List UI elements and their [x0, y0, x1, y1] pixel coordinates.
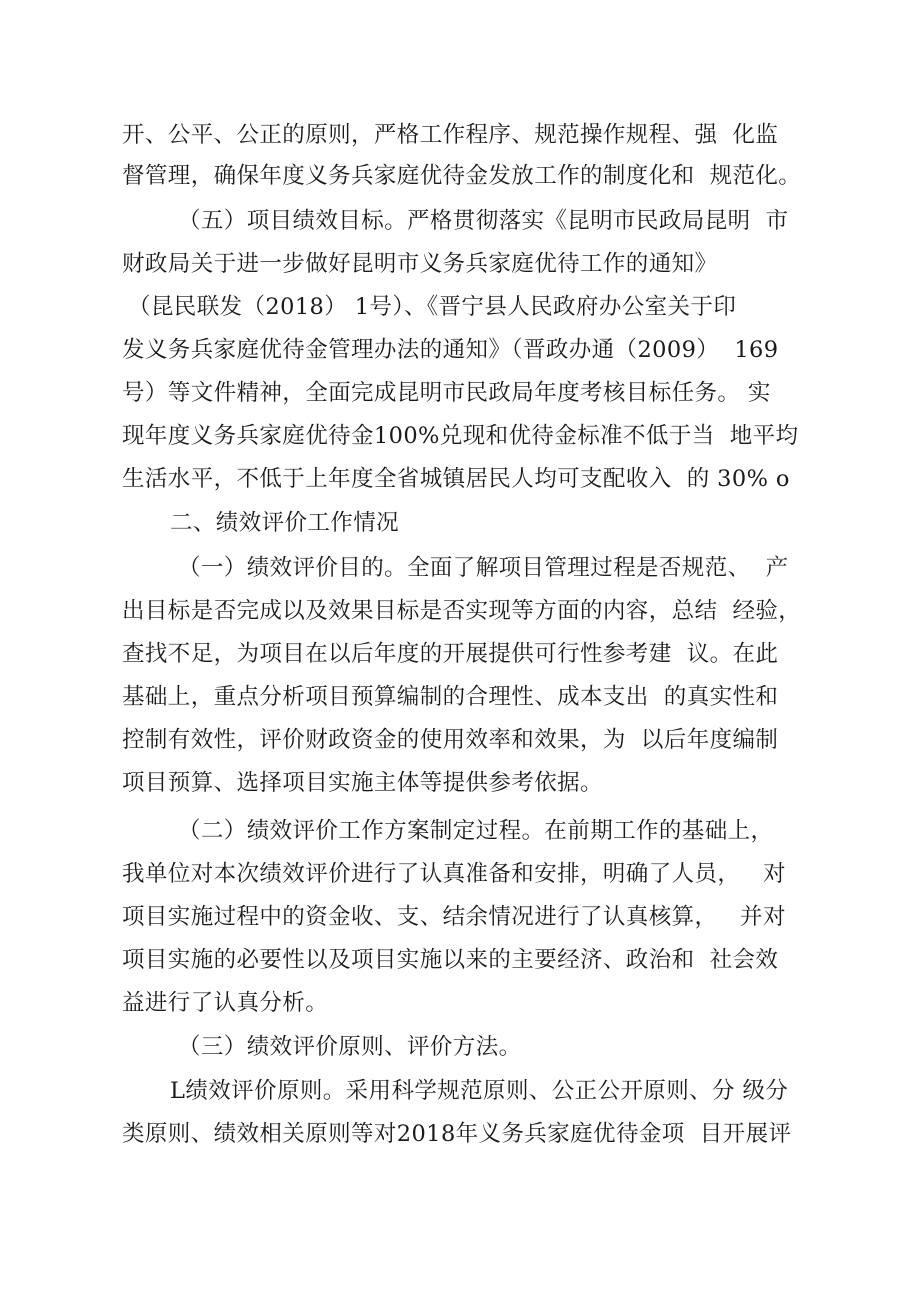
paragraph-line: 益进行了认真分析。 — [122, 990, 329, 1016]
paragraph-line: （二）绩效评价工作方案制定过程。在前期工作的基础上， — [178, 818, 774, 844]
paragraph-line: 生活水平，不低于上年度全省城镇居民人均可支配收入 的 30% o — [122, 466, 790, 492]
paragraph-line: 项目预算、选择项目实施主体等提供参考依据。 — [122, 770, 603, 796]
subsection-heading: （三）绩效评价原则、评价方法。 — [178, 1034, 522, 1060]
paragraph-line: 现年度义务兵家庭优待金100%兑现和优待金标准不低于当 地平均 — [122, 423, 799, 449]
paragraph-line: 财政局关于进一步做好昆明市义务兵家庭优待工作的通知》 — [122, 251, 718, 277]
paragraph-line: 类原则、绩效相关原则等对2018年义务兵家庭优待金项 目开展评 — [122, 1121, 792, 1147]
paragraph-line: 基础上，重点分析项目预算编制的合理性、成本支出 的真实性和 — [122, 684, 779, 710]
section-heading: 二、绩效评价工作情况 — [170, 510, 400, 536]
paragraph-line: 查找不足，为项目在以后年度的开展提供可行性参考建 议。在此 — [122, 641, 779, 667]
paragraph-line: 出目标是否完成以及效果目标是否实现等方面的内容，总结 经验， — [122, 598, 802, 624]
paragraph-line: （一）绩效评价目的。全面了解项目管理过程是否规范、 产 — [178, 555, 789, 581]
paragraph-line: （五）项目绩效目标。严格贯彻落实《昆明市民政局昆明 市 — [178, 208, 789, 234]
paragraph-line: 督管理，确保年度义务兵家庭优待金发放工作的制度化和 规范化。 — [122, 163, 802, 189]
paragraph-line: 发义务兵家庭优待金管理办法的通知》（晋政办通（2009） 169 — [122, 337, 779, 363]
paragraph-line: （昆民联发（2018） 1号）、《晋宁县人民政府办公室关于印 — [128, 294, 737, 320]
paragraph-line: L绩效评价原则。采用科学规范原则、公正公开原则、分 级分 — [170, 1078, 789, 1104]
paragraph-line: 控制有效性，评价财政资金的使用效率和效果，为 以后年度编制 — [122, 727, 779, 753]
paragraph-line: 号）等文件精神，全面完成昆明市民政局年度考核目标任务。 实 — [122, 380, 771, 406]
paragraph-line: 我单位对本次绩效评价进行了认真准备和安排，明确了人员， 对 — [122, 861, 786, 887]
paragraph-line: 项目实施过程中的资金收、支、结余情况进行了认真核算， 并对 — [122, 904, 786, 930]
paragraph-line: 项目实施的必要性以及项目实施以来的主要经济、政治和 社会效 — [122, 947, 779, 973]
paragraph-line: 开、公平、公正的原则，严格工作程序、规范操作规程、强 化监 — [122, 122, 779, 148]
